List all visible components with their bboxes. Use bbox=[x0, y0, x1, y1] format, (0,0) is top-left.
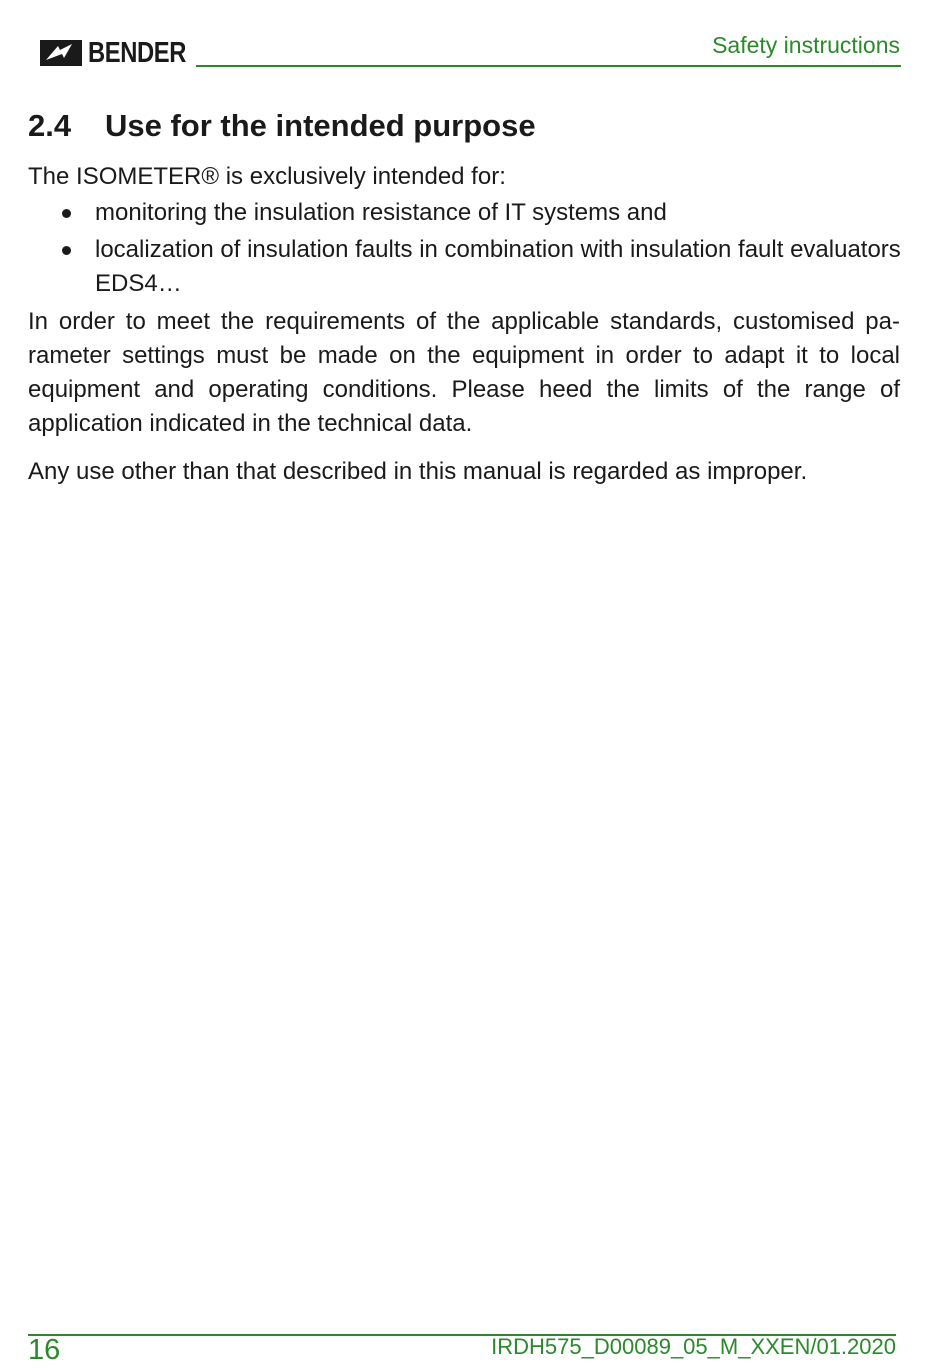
header-section-title: Safety instructions bbox=[712, 32, 900, 58]
list-item bbox=[28, 233, 908, 301]
bullet-icon bbox=[62, 246, 71, 255]
header-rule bbox=[196, 65, 901, 67]
section-title: Use for the intended purpose bbox=[105, 108, 536, 143]
page-number: 16 bbox=[28, 1334, 61, 1366]
document-id: IRDH575_D00089_05_M_XXEN/01.2020 bbox=[491, 1334, 896, 1359]
list-item-text: localization of insulation faults in combination with insulation fault evaluators EDS4… bbox=[95, 236, 901, 297]
section-heading bbox=[28, 107, 536, 144]
body-paragraph: Any use other than that described in this manual is regarded as improper. bbox=[28, 458, 808, 485]
bullet-icon bbox=[62, 209, 71, 218]
intro-text: The ISOMETER® is exclusively intended for: bbox=[28, 163, 506, 190]
bender-logo bbox=[38, 34, 207, 72]
section-number: 2.4 bbox=[28, 108, 72, 143]
body-paragraph: In order to meet the requirements of the applicable standards, customised pa-rameter settings must be made on the equipment in order to adapt it to local equipment and operating conditions. Please heed the limits of the range of application indicated in the technical data. bbox=[28, 308, 900, 437]
bullet-list bbox=[28, 196, 908, 304]
list-item-text: monitoring the insulation resistance of IT systems and bbox=[95, 199, 667, 226]
list-item bbox=[28, 196, 908, 230]
bender-logo-icon bbox=[38, 36, 84, 70]
logo-text: BENDER bbox=[88, 36, 186, 69]
